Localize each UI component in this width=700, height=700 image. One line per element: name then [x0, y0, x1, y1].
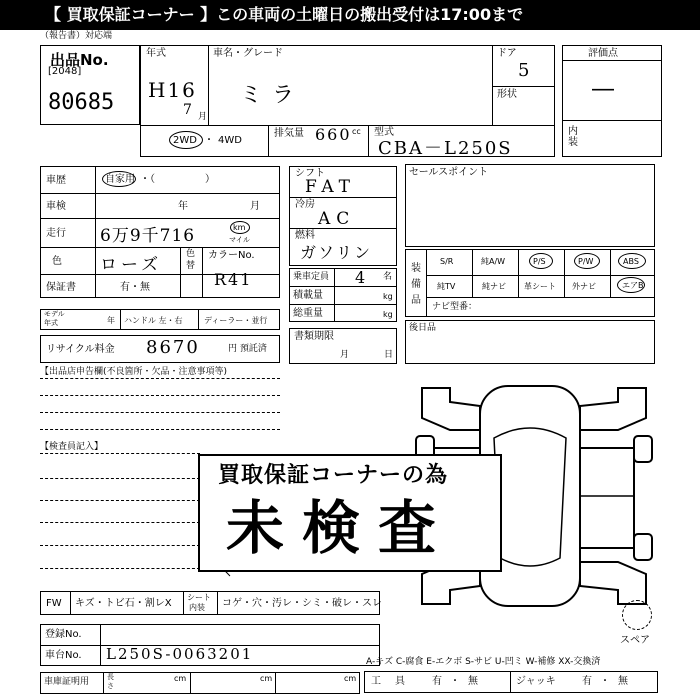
seat-items: コゲ・穴・汚レ・シミ・破レ・スレ — [222, 598, 382, 609]
history-rest: ・（ ） — [140, 174, 215, 185]
model-value: ミラ — [240, 83, 305, 108]
fuel-value: ガソリン — [300, 243, 373, 262]
partial-caption: （報告書）対応端 — [40, 31, 113, 41]
model-a: モデル — [44, 310, 65, 318]
chassis-value: L250S-0063201 — [106, 645, 254, 663]
year-value: H16 — [148, 78, 197, 102]
model-label: 車名・グレード — [213, 48, 283, 59]
stamp-line2: 未検査 — [226, 494, 455, 562]
recycle-value: 8670 — [146, 337, 200, 358]
cooler-label: 冷房 — [295, 199, 315, 210]
equip-pw: P/W — [578, 257, 594, 266]
lot-number: 80685 — [48, 90, 115, 115]
mileage-mile: マイル — [229, 236, 250, 244]
seat-a: シート — [187, 593, 211, 602]
car-right-side — [580, 448, 634, 548]
weight-unit: kg — [383, 310, 393, 319]
model-year: 年 — [107, 316, 115, 325]
capacity-value: 4 — [355, 268, 368, 287]
jack-value: 有・無 — [582, 676, 636, 687]
inspection-month: 月 — [250, 201, 260, 212]
equip-ext-navi: 外ナビ — [572, 282, 596, 291]
doc-period-day: 日 — [384, 350, 394, 360]
history-value: 自家用 — [105, 174, 135, 185]
chassis-label: 車台No. — [45, 650, 82, 661]
lot-label: 出品No. — [50, 51, 109, 69]
mileage-km: km — [233, 223, 246, 232]
registration-label: 登録No. — [45, 629, 82, 640]
doc-period-month: 月 — [340, 350, 350, 360]
equipment-label-2: 備 — [411, 279, 421, 290]
inspection-year: 年 — [178, 201, 188, 212]
type-value: CBA－L250S — [378, 138, 513, 159]
score-label: 評価点 — [588, 48, 618, 59]
warranty-label: 保証書 — [46, 282, 76, 293]
year-label: 年式 — [146, 48, 166, 59]
equip-leather: 革シート — [524, 282, 556, 291]
month-unit: 月 — [198, 112, 208, 122]
cert-cm-1: cm — [174, 674, 187, 683]
navi-model-label: ナビ型番： — [432, 302, 478, 312]
door-label: ドア — [497, 48, 517, 59]
car-front-left — [422, 388, 480, 430]
model-b: 年式 — [44, 319, 58, 327]
capacity-unit: 名 — [383, 272, 393, 282]
drive-sep: ・ — [204, 135, 214, 146]
equip-navi: 純ナビ — [482, 282, 506, 291]
score-value: ― — [592, 77, 614, 102]
door-value: 5 — [518, 60, 532, 81]
capacity-label: 乗車定員 — [293, 272, 330, 282]
aftermarket-label: 後日品 — [409, 323, 437, 333]
cert-cm-3: cm — [344, 674, 357, 683]
tools-value: 有・無 — [432, 676, 486, 687]
jack-label: ジャッキ — [516, 676, 556, 687]
equip-abs: ABS — [623, 257, 639, 266]
wheel-rear-right — [634, 534, 652, 560]
fw-label: FW — [46, 598, 62, 609]
history-label: 車歴 — [46, 175, 66, 186]
displacement-unit: cc — [352, 127, 361, 136]
shift-value: FAT — [305, 177, 357, 197]
cert-len-a: 長 — [107, 673, 114, 681]
mileage-label: 走行 — [46, 228, 66, 239]
seat-b: 内装 — [189, 603, 205, 612]
recycle-unit: 円 預託済 — [228, 344, 267, 354]
car-roof — [494, 428, 566, 566]
equipment-label-1: 装 — [411, 263, 421, 274]
color-change-a: 色 — [186, 249, 196, 259]
car-rear-right — [580, 562, 646, 604]
aftermarket-box — [405, 320, 655, 364]
doc-period-label: 書類期限 — [294, 331, 334, 342]
inspection-label: 車検 — [46, 201, 66, 212]
tools-label: 工具 — [371, 676, 419, 687]
fw-items: キズ・トビ石・割レX — [75, 598, 172, 609]
type-label: 型式 — [374, 127, 394, 138]
color-label: 色 — [52, 256, 62, 267]
spare-label: スペア — [620, 635, 650, 646]
spare-tire-circle — [622, 600, 652, 630]
equip-airbag: エアB — [622, 281, 644, 290]
sales-point-label: セールスポイント — [409, 167, 489, 178]
banner-text: 【 買取保証コーナー 】この車両の土曜日の搬出受付は17:00まで — [45, 5, 524, 24]
color-change-b: 替 — [186, 261, 196, 271]
drive-2wd: 2WD — [173, 135, 197, 146]
shape-label: 形状 — [497, 89, 517, 100]
equipment-label-3: 品 — [411, 295, 421, 306]
equip-aw: 純A/W — [481, 257, 506, 266]
warranty-value: 有・無 — [120, 282, 150, 293]
remarks-label: 【出品店申告欄(不良箇所・欠品・注意事項等) — [40, 367, 228, 377]
load-label: 積載量 — [293, 290, 323, 301]
load-unit: kg — [383, 292, 393, 301]
month-value: 7 — [183, 102, 194, 118]
inspector-label: 【検査員記入】 — [40, 442, 104, 452]
cert-label: 車庫証明用 — [44, 677, 90, 687]
equip-sr: S/R — [440, 257, 454, 266]
drive-4wd: 4WD — [218, 135, 242, 146]
car-front-right — [580, 388, 646, 430]
legend-text: A-キズ C-腐食 E-エクボ S-サビ U-凹ミ W-補修 XX-交換済 — [366, 657, 601, 667]
displacement-label: 排気量 — [274, 128, 304, 139]
shift-label: シフト — [295, 168, 325, 179]
recycle-label: リサイクル料金 — [46, 344, 115, 355]
lot-small: [2048] — [48, 66, 82, 77]
model-dealer: ディーラー・並行 — [204, 316, 268, 325]
cooler-value: AC — [318, 209, 356, 229]
model-handle: ハンドル 左・右 — [124, 316, 183, 325]
color-code-value: R41 — [214, 270, 253, 289]
color-code-label: カラーNo. — [208, 250, 255, 261]
fuel-label: 燃料 — [295, 230, 315, 241]
wheel-front-right — [634, 436, 652, 462]
equip-ps: P/S — [533, 257, 546, 266]
interior-label: 内 装 — [568, 126, 578, 148]
weight-label: 総重量 — [293, 308, 323, 319]
equip-tv: 純TV — [437, 282, 456, 291]
color-value: ローズ — [100, 255, 163, 275]
mileage-value: 6万9千716 — [100, 226, 196, 246]
cert-len-b: さ — [107, 682, 114, 690]
displacement-value: 660 — [315, 125, 352, 144]
stamp-line1: 買取保証コーナーの為 — [218, 463, 449, 488]
cert-cm-2: cm — [260, 674, 273, 683]
